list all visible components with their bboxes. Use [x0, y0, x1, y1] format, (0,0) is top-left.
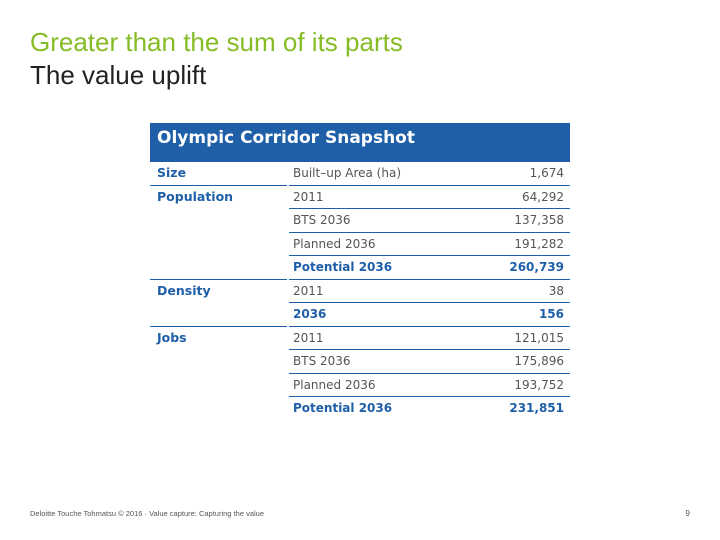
row-category	[150, 209, 287, 233]
row-category: Jobs	[157, 329, 187, 345]
row-category	[150, 256, 287, 280]
slide-title	[30, 26, 403, 92]
row-value: 38	[449, 280, 570, 304]
table-row	[150, 303, 570, 327]
row-label: Potential 2036	[293, 401, 393, 415]
snapshot-table	[150, 123, 570, 421]
table-row	[150, 327, 570, 351]
snapshot-heading: Olympic Corridor Snapshot	[150, 123, 570, 162]
row-label: BTS 2036	[289, 209, 449, 233]
page-number: 9	[685, 509, 690, 518]
row-value: 121,015	[449, 327, 570, 351]
row-label: 2011	[289, 327, 449, 351]
row-label: 2036	[289, 303, 449, 327]
row-category: Density	[157, 282, 211, 298]
row-label: Planned 2036	[289, 233, 449, 257]
row-value: 137,358	[449, 209, 570, 233]
row-value: 260,739	[449, 256, 570, 280]
row-label: Built–up Area (ha)	[289, 162, 449, 186]
table-row	[150, 186, 570, 210]
row-value: 191,282	[449, 233, 570, 257]
table-row	[150, 280, 570, 304]
row-value: 231,851	[509, 401, 564, 415]
table-row	[150, 256, 570, 280]
table-row	[150, 233, 570, 257]
table-row	[150, 162, 570, 186]
row-category: Size	[150, 162, 287, 186]
title-line-2: The value uplift	[30, 60, 207, 90]
row-category	[150, 303, 287, 327]
row-value: 193,752	[449, 374, 570, 398]
footer-text: Deloitte Touche Tohmatsu © 2016 · Value capture: Capturing the value	[30, 509, 265, 518]
table-row	[150, 350, 570, 374]
row-value: 175,896	[449, 350, 570, 374]
row-category	[150, 350, 287, 374]
row-value: 156	[449, 303, 570, 327]
row-label: 2011	[289, 186, 449, 210]
row-label: BTS 2036	[289, 350, 449, 374]
snapshot-rows	[150, 162, 570, 421]
row-label: 2011	[289, 280, 449, 304]
table-row	[150, 397, 570, 421]
table-row	[150, 209, 570, 233]
row-value: 1,674	[449, 162, 570, 186]
title-line-1: Greater than the sum of its parts	[30, 27, 403, 57]
row-value: 64,292	[449, 186, 570, 210]
row-category: Population	[157, 188, 234, 204]
row-category	[150, 397, 287, 421]
table-row	[150, 374, 570, 398]
row-category	[150, 233, 287, 257]
row-label: Planned 2036	[289, 374, 449, 398]
row-label: Potential 2036	[289, 256, 449, 280]
row-category	[150, 374, 287, 398]
